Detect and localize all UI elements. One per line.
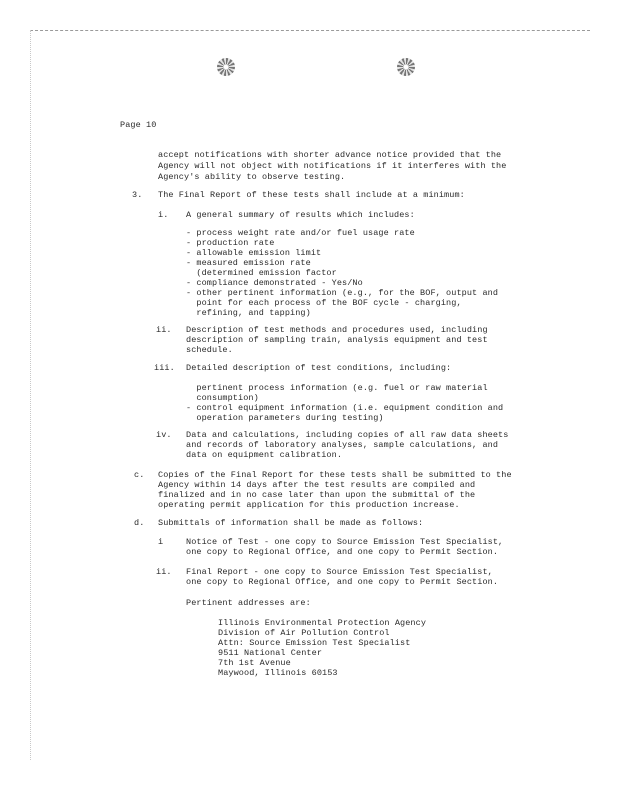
continuation-line: Agency will not object with notifications if it interferes with the [158, 161, 507, 171]
subitem-number: iv. [156, 430, 172, 440]
addresses-label: Pertinent addresses are: [186, 598, 311, 608]
list-item: consumption) [186, 393, 259, 403]
subitem-text: Description of test methods and procedures used, including [186, 325, 488, 335]
item-number: d. [134, 518, 145, 528]
list-item: pertinent process information (e.g. fuel or raw material [186, 383, 488, 393]
address-line: Division of Air Pollution Control [218, 628, 390, 638]
list-item: (determined emission factor [186, 268, 337, 278]
subitem-text: Data and calculations, including copies of all raw data sheets [186, 430, 509, 440]
address-line: Maywood, Illinois 60153 [218, 668, 338, 678]
subitem-number: ii. [156, 325, 172, 335]
list-item: - control equipment information (i.e. equipment condition and [186, 403, 504, 413]
list-item: point for each process of the BOF cycle - charging, [186, 298, 462, 308]
address-line: 7th 1st Avenue [218, 658, 291, 668]
scan-top-edge [30, 30, 590, 31]
list-item: refining, and tapping) [186, 308, 311, 318]
scan-left-edge [30, 30, 31, 760]
list-item: operation parameters during testing) [186, 413, 384, 423]
subitem-text: Final Report - one copy to Source Emission Test Specialist, [186, 567, 493, 577]
list-item: - other pertinent information (e.g., for the BOF, output and [186, 288, 499, 298]
list-item: - production rate [186, 238, 275, 248]
subitem-text: schedule. [186, 345, 233, 355]
list-item: - measured emission rate [186, 258, 311, 268]
subitem-number: i [158, 537, 164, 547]
subitem-text: one copy to Regional Office, and one copy to Permit Section. [186, 577, 499, 587]
punch-hole-mark-right [397, 58, 415, 76]
list-item: - allowable emission limit [186, 248, 322, 258]
subitem-number: i. [158, 210, 169, 220]
address-line: Illinois Environmental Protection Agency [218, 618, 427, 628]
subitem-text: one copy to Regional Office, and one copy to Permit Section. [186, 547, 499, 557]
subitem-text: Detailed description of test conditions, including: [186, 363, 452, 373]
item-text: Agency within 14 days after the test results are compiled and [158, 480, 476, 490]
punch-hole-mark-left [217, 58, 235, 76]
subitem-text: Notice of Test - one copy to Source Emission Test Specialist, [186, 537, 504, 547]
item-text: finalized and in no case later than upon the submittal of the [158, 490, 476, 500]
address-line: 9511 National Center [218, 648, 323, 658]
subitem-text: data on equipment calibration. [186, 450, 343, 460]
list-item: - compliance demonstrated - Yes/No [186, 278, 363, 288]
item-text: Submittals of information shall be made as follows: [158, 518, 424, 528]
item-text: The Final Report of these tests shall include at a minimum: [158, 190, 465, 200]
page-label: Page 10 [120, 120, 157, 130]
continuation-line: Agency's ability to observe testing. [158, 172, 346, 182]
list-item: - process weight rate and/or fuel usage rate [186, 228, 415, 238]
subitem-number: iii. [154, 363, 175, 373]
continuation-line: accept notifications with shorter advance notice provided that the [158, 150, 502, 160]
item-text: Copies of the Final Report for these tests shall be submitted to the [158, 470, 512, 480]
item-number: c. [134, 470, 145, 480]
subitem-text: description of sampling train, analysis equipment and test [186, 335, 488, 345]
item-text: operating permit application for this production increase. [158, 500, 460, 510]
subitem-number: ii. [156, 567, 172, 577]
subitem-text: and records of laboratory analyses, sample calculations, and [186, 440, 499, 450]
address-line: Attn: Source Emission Test Specialist [218, 638, 411, 648]
subitem-text: A general summary of results which includes: [186, 210, 415, 220]
item-number: 3. [132, 190, 143, 200]
